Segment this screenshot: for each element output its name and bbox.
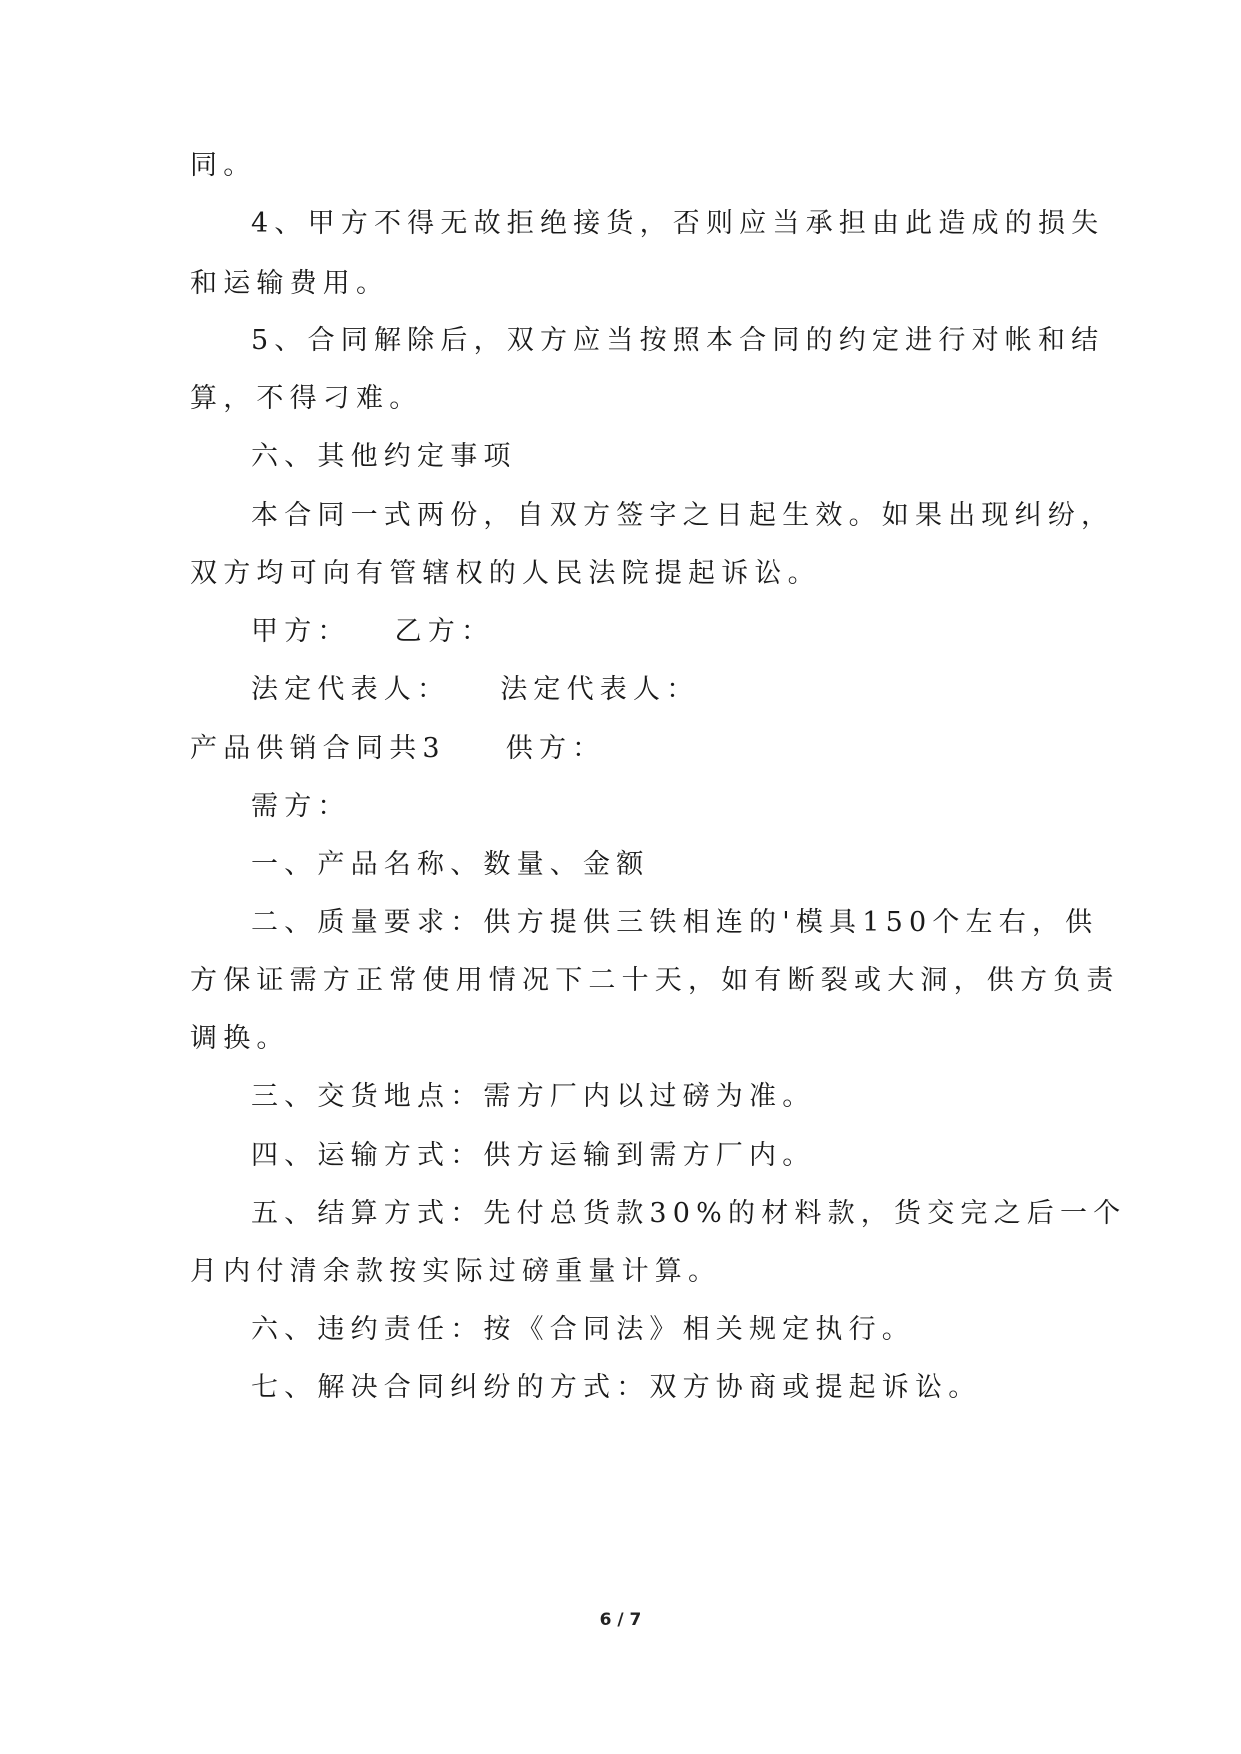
contract-title: 产品供销合同共3 xyxy=(190,733,446,764)
clause-line: 四、运输方式：供方运输到需方厂内。 xyxy=(251,1140,816,1171)
clause-line: 六、违约责任：按《合同法》相关规定执行。 xyxy=(251,1314,915,1345)
clause-line: 调换。 xyxy=(190,1023,290,1054)
paragraph-line: 算，不得刁难。 xyxy=(190,383,423,414)
section-heading: 六、其他约定事项 xyxy=(251,441,517,472)
representative-row xyxy=(251,672,699,708)
rep-a-label: 法定代表人： xyxy=(251,674,451,705)
paragraph-line: 本合同一式两份，自双方签字之日起生效。如果出现纠纷， xyxy=(251,500,1115,531)
clause-line: 月内付清余款按实际过磅重量计算。 xyxy=(190,1256,722,1287)
signature-row xyxy=(251,614,494,650)
clause-line: 一、产品名称、数量、金额 xyxy=(251,849,650,880)
supplier-label: 供方： xyxy=(505,733,606,764)
page-number: 6 / 7 xyxy=(599,1610,642,1630)
buyer-label: 需方： xyxy=(251,791,351,822)
party-a-label: 甲方： xyxy=(251,616,351,647)
clause-line: 五、结算方式：先付总货款30%的材料款，货交完之后一个 xyxy=(251,1198,1127,1229)
rep-b-label: 法定代表人： xyxy=(500,674,700,705)
paragraph-line: 5、合同解除后，双方应当按照本合同的约定进行对帐和结 xyxy=(251,325,1105,356)
contract-heading-row xyxy=(190,731,605,767)
clause-line: 三、交货地点：需方厂内以过磅为准。 xyxy=(251,1081,816,1112)
clause-line: 方保证需方正常使用情况下二十天，如有断裂或大洞，供方负责 xyxy=(190,965,1120,996)
clause-line: 二、质量要求：供方提供三铁相连的'模具150个左右，供 xyxy=(251,907,1099,938)
paragraph-line: 和运输费用。 xyxy=(190,268,390,299)
paragraph-line: 同。 xyxy=(190,150,257,181)
clause-line: 七、解决合同纠纷的方式：双方协商或提起诉讼。 xyxy=(251,1372,982,1403)
party-b-label: 乙方： xyxy=(394,616,495,647)
paragraph-line: 双方均可向有管辖权的人民法院提起诉讼。 xyxy=(190,558,821,589)
paragraph-line: 4、甲方不得无故拒绝接货，否则应当承担由此造成的损失 xyxy=(251,208,1105,239)
